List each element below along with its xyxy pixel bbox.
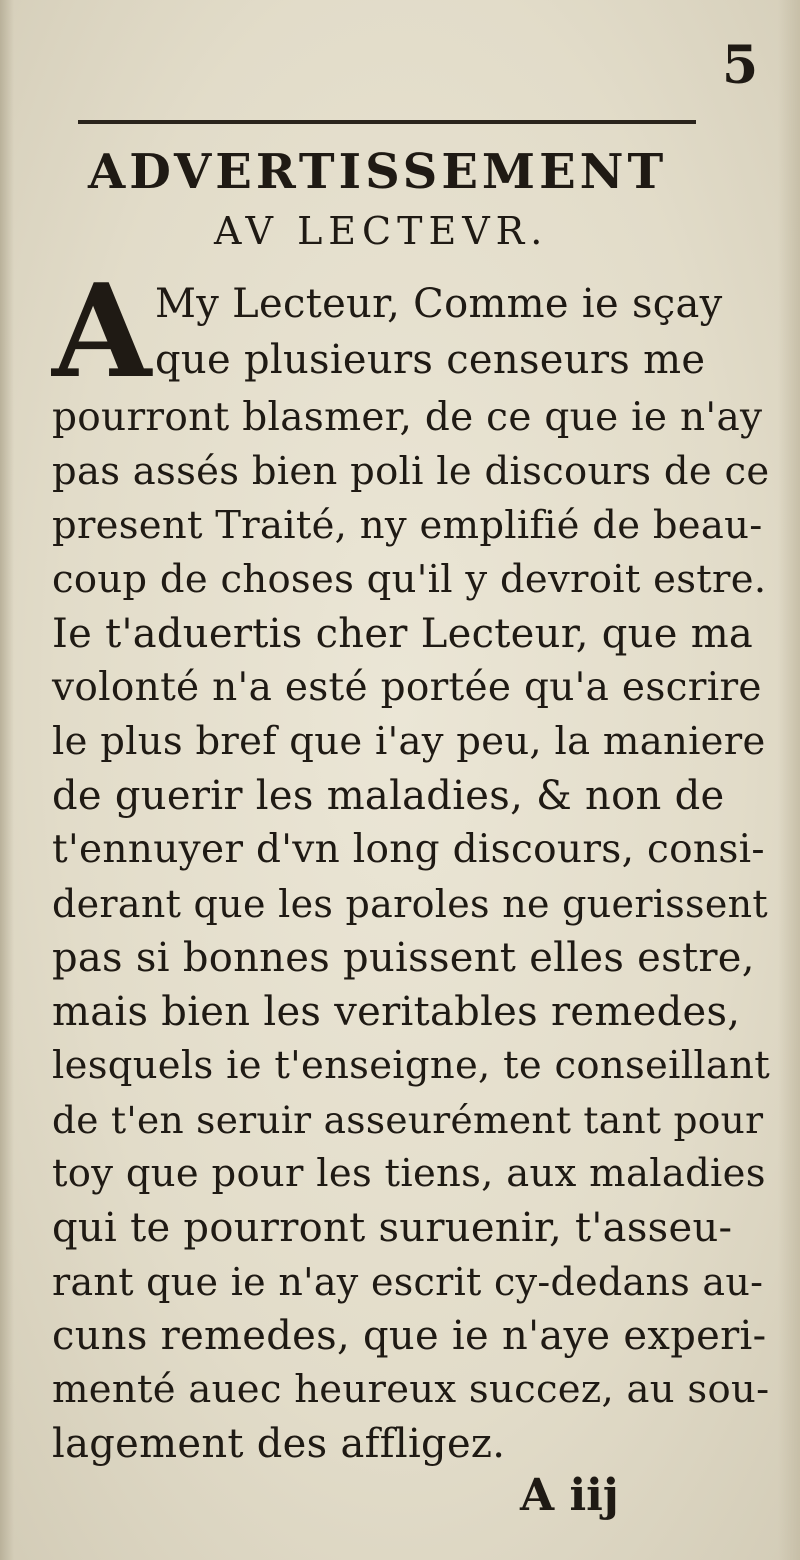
text-line: qui te pourront suruenir, t'asseu- [52,1205,733,1251]
text-line: lagement des affligez. [52,1421,506,1467]
text-line: pas si bonnes puissent elles estre, [52,935,755,981]
text-line: Ie t'aduertis cher Lecteur, que ma [52,611,754,657]
text-line: lesquels ie t'enseigne, te conseillant [52,1043,771,1088]
text-line: pourront blasmer, de ce que ie n'ay [52,395,763,440]
text-line: mais bien les veritables remedes, [52,989,741,1035]
header-rule [78,120,696,124]
page-subtitle: AV LECTEVR. [214,209,549,253]
page-edge-shadow-right [778,0,800,1560]
text-line: cuns remedes, que ie n'aye experi- [52,1313,767,1359]
drop-cap: A [52,257,152,407]
text-line: menté auec heureux succez, au sou- [52,1367,770,1412]
page-title: ADVERTISSEMENT [88,144,668,200]
text-line: volonté n'a esté portée qu'a escrire [52,665,762,710]
page-edge-shadow-left [0,0,14,1560]
text-line: My Lecteur, Comme ie sçay [155,281,723,327]
text-line: present Traité, ny emplifié de beau- [52,503,763,548]
text-line: de guerir les maladies, & non de [52,773,725,819]
text-line: coup de choses qu'il y devroit estre. [52,557,767,602]
text-line: derant que les paroles ne guerissent [52,882,768,926]
text-line: t'ennuyer d'vn long discours, consi- [52,827,765,872]
page-number: 5 [722,35,759,96]
text-line: pas assés bien poli le discours de ce [52,449,770,494]
text-line: rant que ie n'ay escrit cy-dedans au- [52,1260,764,1304]
text-line: de t'en seruir asseurément tant pour [52,1098,764,1142]
text-line: le plus bref que i'ay peu, la maniere [52,719,766,764]
signature-mark: A iij [520,1470,619,1521]
text-line: que plusieurs censeurs me [155,337,706,383]
text-line: toy que pour les tiens, aux maladies [52,1151,766,1196]
